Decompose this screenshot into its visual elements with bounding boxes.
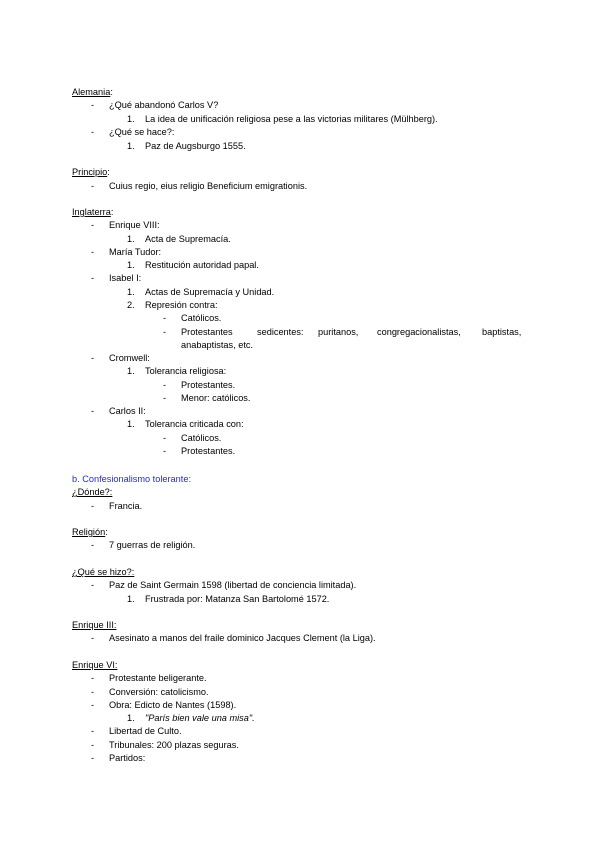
list-item: Partidos: xyxy=(109,753,146,763)
bullet-dash: - xyxy=(91,700,95,710)
list-item: Católicos. xyxy=(181,313,222,323)
list-item: Tribunales: 200 plazas seguras. xyxy=(109,740,239,750)
list-number: 1. xyxy=(127,713,135,723)
list-item: Conversión: catolicismo. xyxy=(109,687,209,697)
bullet-dash: - xyxy=(91,247,95,257)
bullet-dash: - xyxy=(91,220,95,230)
list-item: Carlos II: xyxy=(109,406,146,416)
bullet-dash: - xyxy=(91,726,95,736)
list-number: 1. xyxy=(127,594,135,604)
list-item: 7 guerras de religión. xyxy=(109,540,196,550)
list-item: Paz de Augsburgo 1555. xyxy=(145,141,246,151)
heading-alemania: Alemania: xyxy=(72,87,113,97)
bullet-dash: - xyxy=(91,753,95,763)
list-item: Enrique VIII: xyxy=(109,220,160,230)
heading-que-se-hizo: ¿Qué se hizo?: xyxy=(72,567,135,577)
list-item: Francia. xyxy=(109,501,143,511)
bullet-dash: - xyxy=(91,673,95,683)
list-item: ¿Qué abandonó Carlos V? xyxy=(109,100,219,110)
list-item: María Tudor: xyxy=(109,247,162,257)
bullet-dash: - xyxy=(91,740,95,750)
heading-religion: Religión: xyxy=(72,527,108,537)
list-item: Frustrada por: Matanza San Bartolomé 1572. xyxy=(145,594,330,604)
heading-donde: ¿Dónde?: xyxy=(72,487,113,497)
list-item: Menor: católicos. xyxy=(181,393,251,403)
list-item: Obra: Edicto de Nantes (1598). xyxy=(109,700,237,710)
list-number: 2. xyxy=(127,300,135,310)
list-item: Represión contra: xyxy=(145,300,218,310)
bullet-dash: - xyxy=(91,181,95,191)
bullet-dash: - xyxy=(91,127,95,137)
list-number: 1. xyxy=(127,234,135,244)
list-number: 1. xyxy=(127,141,135,151)
bullet-dash: - xyxy=(91,100,95,110)
bullet-dash: - xyxy=(91,580,95,590)
bullet-dash: - xyxy=(91,273,95,283)
bullet-dash: - xyxy=(163,393,167,403)
list-item: Cuius regio, eius religio Beneficium emigrationis. xyxy=(109,181,308,191)
list-item: Paz de Saint Germain 1598 (libertad de conciencia limitada). xyxy=(109,580,357,590)
list-item: Asesinato a manos del fraile dominico Jacques Clement (la Liga). xyxy=(109,633,376,643)
bullet-dash: - xyxy=(91,501,95,511)
bullet-dash: - xyxy=(91,687,95,697)
list-item: Tolerancia criticada con: xyxy=(145,419,244,429)
heading-inglaterra: Inglaterra: xyxy=(72,207,114,217)
bullet-dash: - xyxy=(91,406,95,416)
bullet-dash: - xyxy=(163,327,167,337)
list-number: 1. xyxy=(127,419,135,429)
bullet-dash: - xyxy=(163,313,167,323)
bullet-dash: - xyxy=(91,353,95,363)
list-item: Protestantes. xyxy=(181,380,236,390)
section-title: b. Confesionalismo tolerante: xyxy=(72,474,191,484)
bullet-dash: - xyxy=(163,433,167,443)
list-item: Actas de Supremacía y Unidad. xyxy=(145,287,275,297)
list-item: Restitución autoridad papal. xyxy=(145,260,259,270)
list-item-quote: "París bien vale una misa". xyxy=(145,713,255,723)
list-number: 1. xyxy=(127,287,135,297)
heading-principio: Principio: xyxy=(72,167,110,177)
list-item: Protestante beligerante. xyxy=(109,673,207,683)
bullet-dash: - xyxy=(91,633,95,643)
heading-enrique-vi: Enrique VI: xyxy=(72,660,118,670)
list-item: Católicos. xyxy=(181,433,222,443)
list-item-continuation: anabaptistas, etc. xyxy=(181,340,254,350)
list-item: Isabel I: xyxy=(109,273,142,283)
list-item: La idea de unificación religiosa pese a las victorias militares (Mülhberg). xyxy=(145,114,438,124)
list-item: Protestantes. xyxy=(181,446,236,456)
list-item: Tolerancia religiosa: xyxy=(145,366,227,376)
bullet-dash: - xyxy=(163,446,167,456)
list-item: Cromwell: xyxy=(109,353,150,363)
list-item: ¿Qué se hace?: xyxy=(109,127,175,137)
heading-enrique-iii: Enrique III: xyxy=(72,620,117,630)
bullet-dash: - xyxy=(91,540,95,550)
list-number: 1. xyxy=(127,366,135,376)
list-number: 1. xyxy=(127,260,135,270)
bullet-dash: - xyxy=(163,380,167,390)
list-number: 1. xyxy=(127,114,135,124)
list-item: Libertad de Culto. xyxy=(109,726,182,736)
list-item: Acta de Supremacía. xyxy=(145,234,231,244)
